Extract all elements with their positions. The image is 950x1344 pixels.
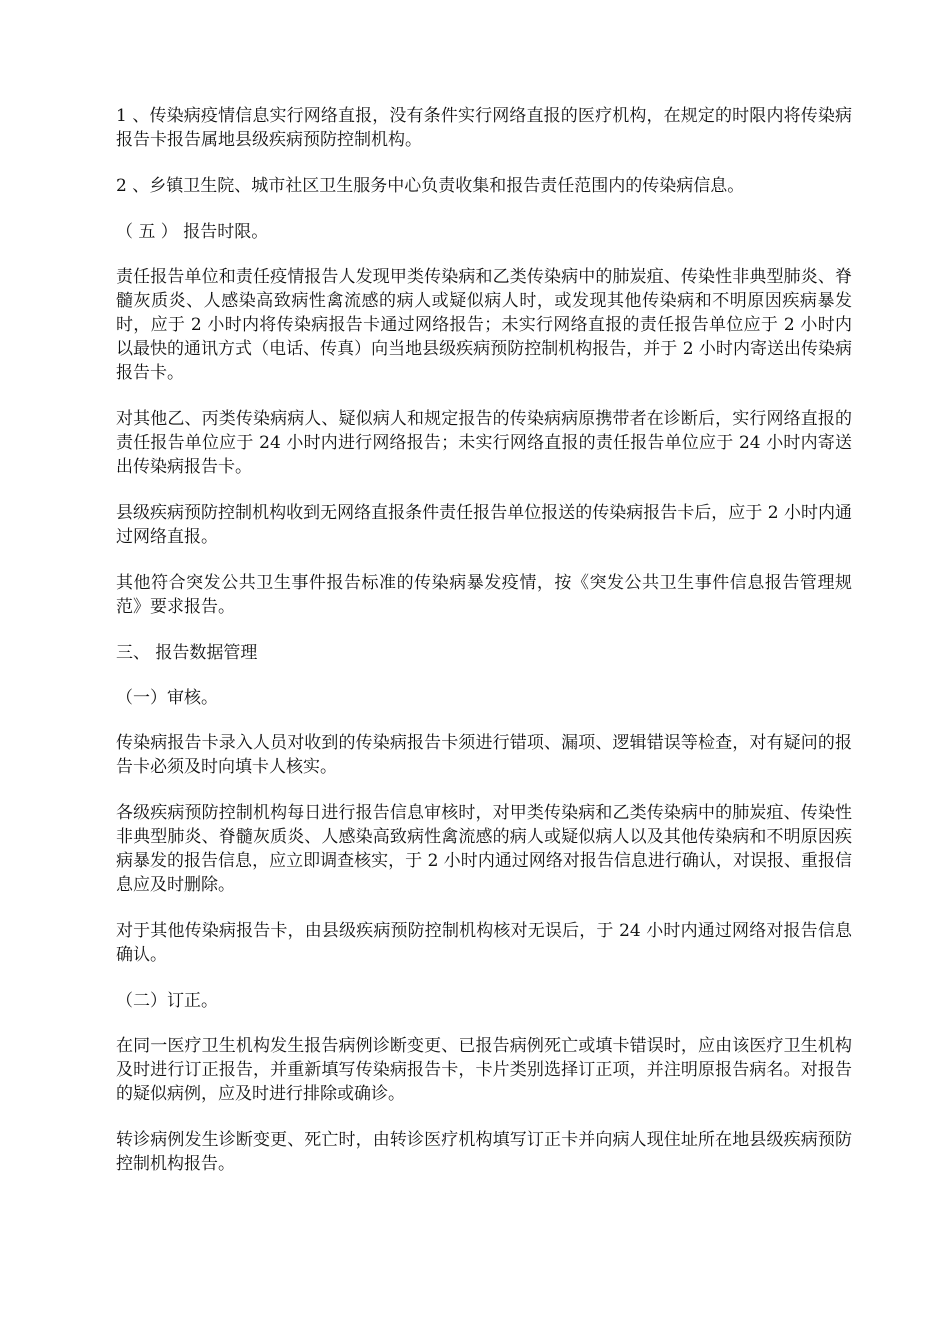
section-heading-data-management: 三、 报告数据管理 [116,643,258,663]
section-heading-correction: （二）订正。 [116,991,218,1011]
paragraph-public-health-events: 其他符合突发公共卫生事件报告标准的传染病暴发疫情，按《突发公共卫生事件信息报告管理规范》要求报告。 [116,573,852,617]
paragraph-daily-review: 各级疾病预防控制机构每日进行报告信息审核时，对甲类传染病和乙类传染病中的肺炭疽、传染性非典型肺炎、脊髓灰质炎、人感染高致病性禽流感的病人或疑似病人以及其他传染病和不明原因疾病暴发的报告信息，应立即调查核实，于 2 小时内通过网络对报告信息进行确认，对误报、重报信息应及时删除。 [116,803,852,895]
paragraph-township-hospitals: 2 、乡镇卫生院、城市社区卫生服务中心负责收集和报告责任范围内的传染病信息。 [116,176,745,196]
paragraph-referral-cases: 转诊病例发生诊断变更、死亡时，由转诊医疗机构填写订正卡并向病人现住址所在地县级疾病预防控制机构报告。 [116,1130,852,1174]
paragraph-county-cdc-direct-report: 县级疾病预防控制机构收到无网络直报条件责任报告单位报送的传染病报告卡后，应于 2 小时内通过网络直报。 [116,503,852,547]
section-heading-report-time-limit: （ 五 ） 报告时限。 [116,222,269,242]
section-heading-review: （一）审核。 [116,688,218,708]
paragraph-card-entry-check: 传染病报告卡录入人员对收到的传染病报告卡须进行错项、漏项、逻辑错误等检查，对有疑问的报告卡必须及时向填卡人核实。 [116,733,852,777]
paragraph-online-direct-report: 1 、传染病疫情信息实行网络直报，没有条件实行网络直报的医疗机构，在规定的时限内将传染病报告卡报告属地县级疾病预防控制机构。 [116,106,852,150]
paragraph-class-a-time-limit: 责任报告单位和责任疫情报告人发现甲类传染病和乙类传染病中的肺炭疽、传染性非典型肺炎、脊髓灰质炎、人感染高致病性禽流感的病人或疑似病人时，或发现其他传染病和不明原因疾病暴发时，应于 2 小时内将传染病报告卡通过网络报告；未实行网络直报的责任报告单位应于 2 小时内以最快的通讯方式（电话、传真）向当地县级疾病预防控制机构报告，并于 2 小时内寄送出传染病报告卡。 [116,267,852,383]
paragraph-other-cards-confirmation: 对于其他传染病报告卡，由县级疾病预防控制机构核对无误后，于 24 小时内通过网络对报告信息确认。 [116,921,852,965]
paragraph-class-b-c-time-limit: 对其他乙、丙类传染病病人、疑似病人和规定报告的传染病病原携带者在诊断后，实行网络直报的责任报告单位应于 24 小时内进行网络报告；未实行网络直报的责任报告单位应于 24 小时内寄送出传染病报告卡。 [116,409,852,477]
document-body [116,104,852,1198]
paragraph-correction-report: 在同一医疗卫生机构发生报告病例诊断变更、已报告病例死亡或填卡错误时，应由该医疗卫生机构及时进行订正报告，并重新填写传染病报告卡，卡片类别选择订正项，并注明原报告病名。对报告的疑似病例，应及时进行排除或确诊。 [116,1036,852,1104]
